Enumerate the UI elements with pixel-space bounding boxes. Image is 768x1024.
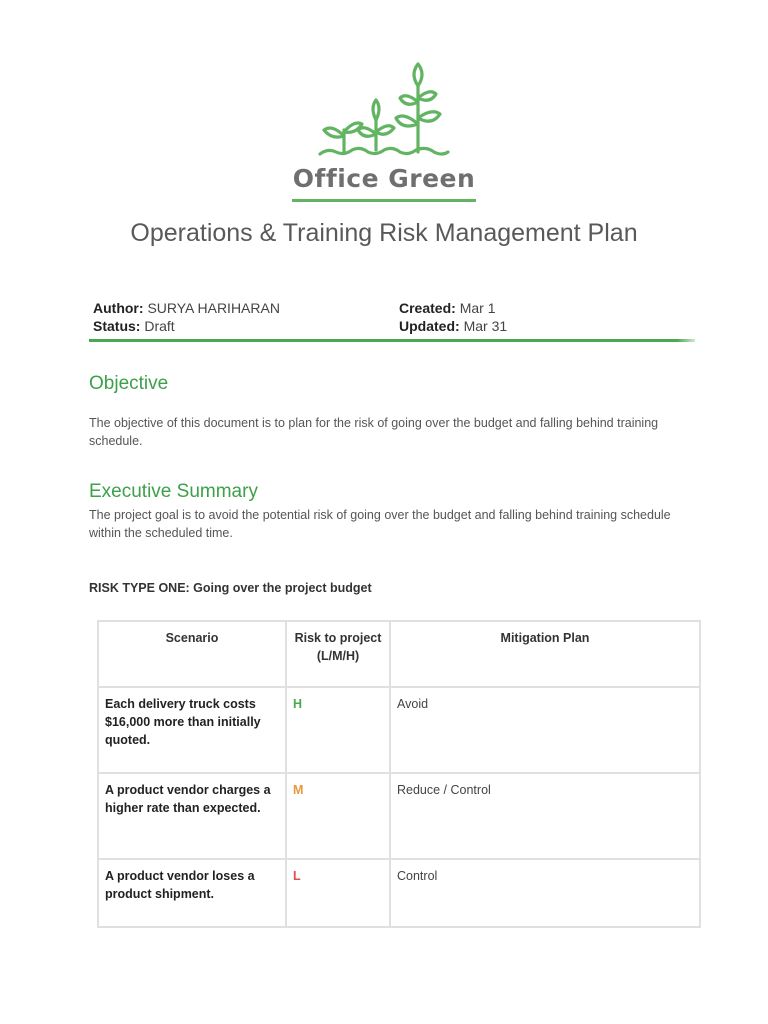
- sprouts-icon: [314, 62, 454, 158]
- page-title: Operations & Training Risk Management Plan: [130, 219, 638, 247]
- scenario-cell: Each delivery truck costs $16,000 more than initially quoted.: [98, 687, 286, 773]
- meta-divider: [89, 339, 695, 342]
- created-value: Mar 1: [459, 300, 496, 316]
- company-logo: [0, 62, 768, 202]
- risk-level-cell: M: [286, 773, 390, 859]
- objective-heading: Objective: [89, 373, 169, 394]
- scenario-cell: A product vendor charges a higher rate than expected.: [98, 773, 286, 859]
- column-header: Scenario: [98, 621, 286, 687]
- brand-underline: [292, 199, 476, 202]
- author-label: Author:: [93, 300, 144, 316]
- updated-value: Mar 31: [463, 318, 508, 334]
- status-value: Draft: [144, 318, 175, 334]
- mitigation-cell: Reduce / Control: [390, 773, 700, 859]
- updated-field: [399, 317, 507, 335]
- author-field: [93, 299, 399, 317]
- author-value: SURYA HARIHARAN: [147, 300, 280, 316]
- risk-level-cell: L: [286, 859, 390, 927]
- table-header-row: [98, 621, 700, 687]
- summary-heading: Executive Summary: [89, 481, 258, 502]
- risk-type-heading: RISK TYPE ONE: Going over the project budget: [89, 581, 372, 595]
- scenario-cell: A product vendor loses a product shipment.: [98, 859, 286, 927]
- created-field: [399, 299, 495, 317]
- risk-level-cell: H: [286, 687, 390, 773]
- status-label: Status:: [93, 318, 141, 334]
- document-meta: [93, 299, 693, 335]
- column-header: Risk to project (L/M/H): [286, 621, 390, 687]
- mitigation-cell: Control: [390, 859, 700, 927]
- summary-text: The project goal is to avoid the potential risk of going over the budget and falling behind training schedule within the scheduled time.: [89, 508, 671, 540]
- objective-text: The objective of this document is to plan for the risk of going over the budget and falling behind training schedule.: [89, 416, 659, 448]
- column-header: Mitigation Plan: [390, 621, 700, 687]
- mitigation-cell: Avoid: [390, 687, 700, 773]
- table-row: [98, 859, 700, 927]
- updated-label: Updated:: [399, 318, 460, 334]
- table-row: [98, 687, 700, 773]
- table-row: [98, 773, 700, 859]
- created-label: Created:: [399, 300, 456, 316]
- risk-table: [97, 620, 701, 928]
- status-field: [93, 317, 399, 335]
- brand-name: Office Green: [292, 164, 476, 193]
